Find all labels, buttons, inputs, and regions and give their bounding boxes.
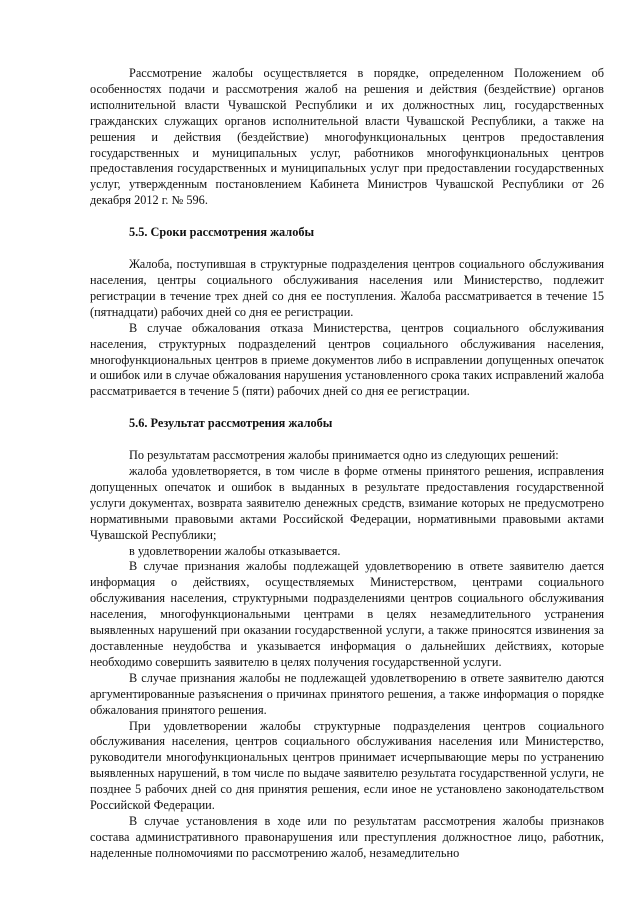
paragraph-remedy-measures: При удовлетворении жалобы структурные подразделения центров социального обслуживания населения, центров социального обслуживания населения или Министерство, руководители многофункциональных центров принимает исчерпывающие меры по устранению выявленных нарушений, в том числе по выдаче заявителю результата государственной услуги, не позднее 5 рабочих дней со дня принятия решения, если иное не установлено законодательством Российской Федерации. bbox=[90, 718, 604, 813]
paragraph-refused-response: В случае признания жалобы не подлежащей удовлетворению в ответе заявителю даются аргументированные разъяснения о причинах принятого решения, а также информация о порядке обжалования принятого решения. bbox=[90, 670, 604, 717]
document-page bbox=[90, 66, 604, 862]
spacer bbox=[90, 400, 604, 416]
paragraph-decision-satisfied: жалоба удовлетворяется, в том числе в форме отмены принятого решения, исправления допущенных опечаток и ошибок в выданных в результате предоставления государственной услуги документах, возврата заявителю денежных средств, взимание которых не предусмотрено нормативными правовыми актами Российской Федерации, нормативными правовыми актами Чувашской Республики; bbox=[90, 464, 604, 542]
spacer bbox=[90, 209, 604, 225]
paragraph-offense-signs: В случае установления в ходе или по результатам рассмотрения жалобы признаков состава административного правонарушения или преступления должностное лицо, работник, наделенные полномочиями по рассмотрению жалоб, незамедлительно bbox=[90, 813, 604, 860]
spacer bbox=[90, 241, 604, 257]
paragraph-satisfied-response: В случае признания жалобы подлежащей удовлетворению в ответе заявителю дается информация о действиях, осуществляемых Министерством, центрами социального обслуживания населения, структурными подразделениями центров социального обслуживания населения, многофункциональными центрами в целях незамедлительного устранения выявленных нарушений при оказании государственной услуги, а также приносятся извинения за доставленные неудобства и указывается информация о дальнейших действиях, которые необходимо совершить заявителю в целях получения государственной услуги. bbox=[90, 559, 604, 669]
section-heading-5-6: 5.6. Результат рассмотрения жалобы bbox=[129, 416, 333, 431]
spacer bbox=[90, 432, 604, 448]
paragraph-refusal-appeal-terms: В случае обжалования отказа Министерства, центров социального обслуживания населения, структурных подразделений центров социального обслуживания населения, многофункциональных центров в приеме документов либо в исправлении допущенных опечаток и ошибок или в случае обжалования нарушения установленного срока таких исправлений жалоба рассматривается в течение 5 (пяти) рабочих дней со дня ее регистрации. bbox=[90, 320, 604, 399]
paragraph-registration-terms: Жалоба, поступившая в структурные подразделения центров социального обслуживания населения, центры социального обслуживания населения или Министерство, подлежит регистрации в течение трех дней со дня ее поступления. Жалоба рассматривается в течение 15 (пятнадцати) рабочих дней со дня ее регистрации. bbox=[90, 257, 604, 319]
paragraph-decision-refused: в удовлетворении жалобы отказывается. bbox=[129, 543, 341, 558]
paragraph-complaint-procedure: Рассмотрение жалобы осуществляется в порядке, определенном Положением об особенностях подачи и рассмотрения жалоб на решения и действия (бездействие) органов исполнительной власти Чувашской Республики и их должностных лиц, государственных гражданских служащих органов исполнительной власти Чувашской Республики, а также на решения и действия (бездействие) многофункциональных центров предоставления государственных и муниципальных услуг, работников многофункциональных центров предоставления государственных и муниципальных услуг при предоставлении государственных услуг, утвержденным постановлением Кабинета Министров Чувашской Республики от 26 декабря 2012 г. № 596. bbox=[90, 66, 604, 208]
section-heading-5-5: 5.5. Сроки рассмотрения жалобы bbox=[129, 225, 315, 240]
paragraph-decisions-intro: По результатам рассмотрения жалобы принимается одно из следующих решений: bbox=[129, 448, 559, 463]
